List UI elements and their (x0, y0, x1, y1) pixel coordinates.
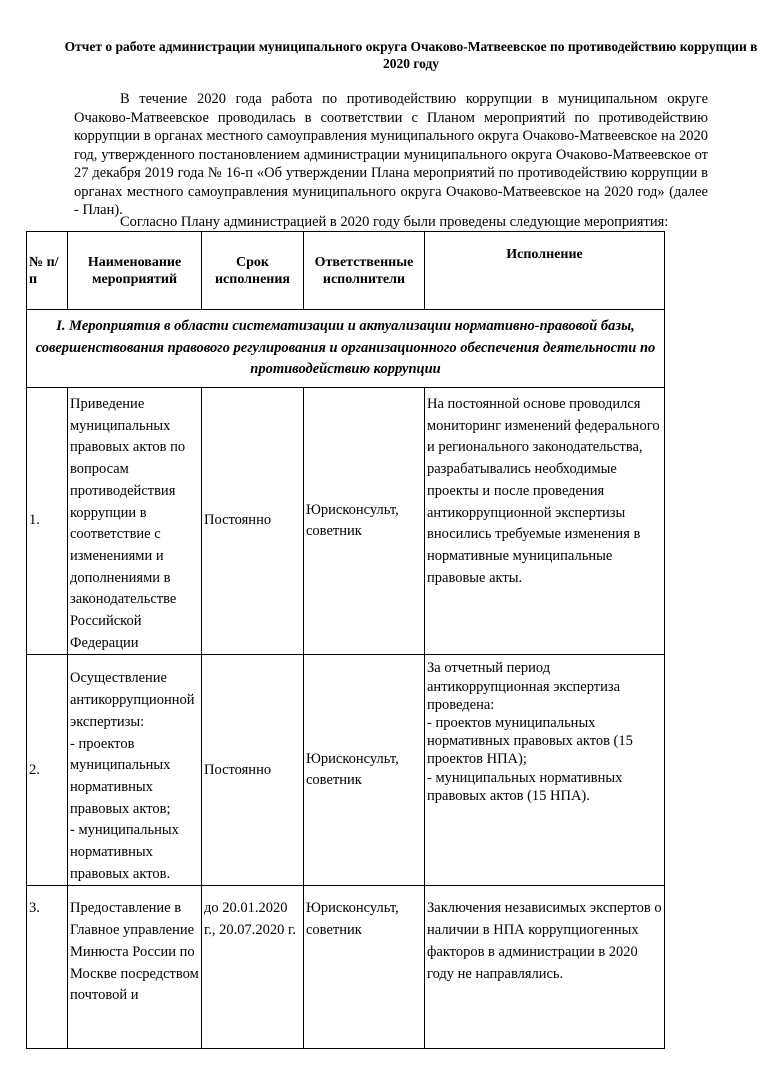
row-number: 2. (27, 655, 68, 886)
row-responsible: Юрисконсульт, советник (304, 655, 425, 886)
header-term: Срок исполнения (202, 232, 304, 310)
execution-line: - муниципальных нормативных правовых актов (15 НПА). (427, 769, 623, 804)
row-execution: На постоянной основе проводился мониторинг изменений федерального и регионального законодательства, разрабатывались необходимые проекты и после проведения антикоррупционной экспертизы вносились требуемые изменения в нормативные муниципальные правовые акты. (425, 388, 665, 655)
table-header-row (27, 232, 665, 310)
table-row (27, 886, 665, 1049)
measure-line: Осуществление антикоррупционной экспертизы: (70, 670, 195, 730)
row-number: 1. (27, 388, 68, 655)
measure-line: - муниципальных нормативных правовых актов. (70, 822, 179, 882)
row-term: Постоянно (202, 655, 304, 886)
row-execution: Заключения независимых экспертов о наличии в НПА коррупциогенных факторов в администрации в 2020 году не направлялись. (425, 886, 665, 1049)
intro-paragraph-2: Согласно Плану администрацией в 2020 году были проведены следующие мероприятия: (120, 214, 669, 230)
row-measure-name (68, 655, 202, 886)
header-responsible: Ответственные исполнители (304, 232, 425, 310)
section-title: I. Мероприятия в области систематизации и актуализации нормативно-правовой базы, совершенствования правового регулирования и организационного обеспечения деятельности по противодействию коррупции (27, 310, 665, 388)
header-num: № п/п (27, 232, 68, 310)
row-responsible: Юрисконсульт, советник (304, 388, 425, 655)
table-row (27, 655, 665, 886)
row-term: Постоянно (202, 388, 304, 655)
execution-line: - проектов муниципальных нормативных правовых актов (15 проектов НПА); (427, 715, 633, 768)
row-measure-name: Приведение муниципальных правовых актов по вопросам противодействия коррупции в соответствие с изменениями и дополнениями в законодательстве Российской Федерации (68, 388, 202, 655)
measures-table (26, 231, 665, 1049)
header-execution: Исполнение (425, 232, 665, 310)
row-execution (425, 655, 665, 886)
table-row (27, 388, 665, 655)
header-name: Наименование мероприятий (68, 232, 202, 310)
row-measure-name: Предоставление в Главное управление Минюста России по Москве посредством почтовой и (68, 886, 202, 1049)
intro-paragraph: В течение 2020 года работа по противодействию коррупции в муниципальном округе Очаково-Матвеевское проводилась в соответствии с Планом мероприятий по противодействию коррупции в органах местного самоуправления муниципального округа Очаково-Матвеевское на 2020 год, утвержденного постановлением администрации муниципального округа Очаково-Матвеевское от 27 декабря 2019 года № 16-п «Об утверждении Плана мероприятий по противодействию коррупции в органах местного самоуправления муниципального округа Очаково-Матвеевское на 2020 год» (далее - План). (74, 91, 708, 218)
execution-line: За отчетный период антикоррупционная экспертиза проведена: (427, 660, 621, 713)
document-title: Отчет о работе администрации муниципального округа Очаково-Матвеевское по противодействию коррупции в 2020 году (64, 39, 758, 71)
row-number: 3. (27, 886, 68, 1049)
row-term: до 20.01.2020 г., 20.07.2020 г. (202, 886, 304, 1049)
row-responsible: Юрисконсульт, советник (304, 886, 425, 1049)
measure-line: - проектов муниципальных нормативных правовых актов; (70, 735, 171, 817)
section-row (27, 310, 665, 388)
